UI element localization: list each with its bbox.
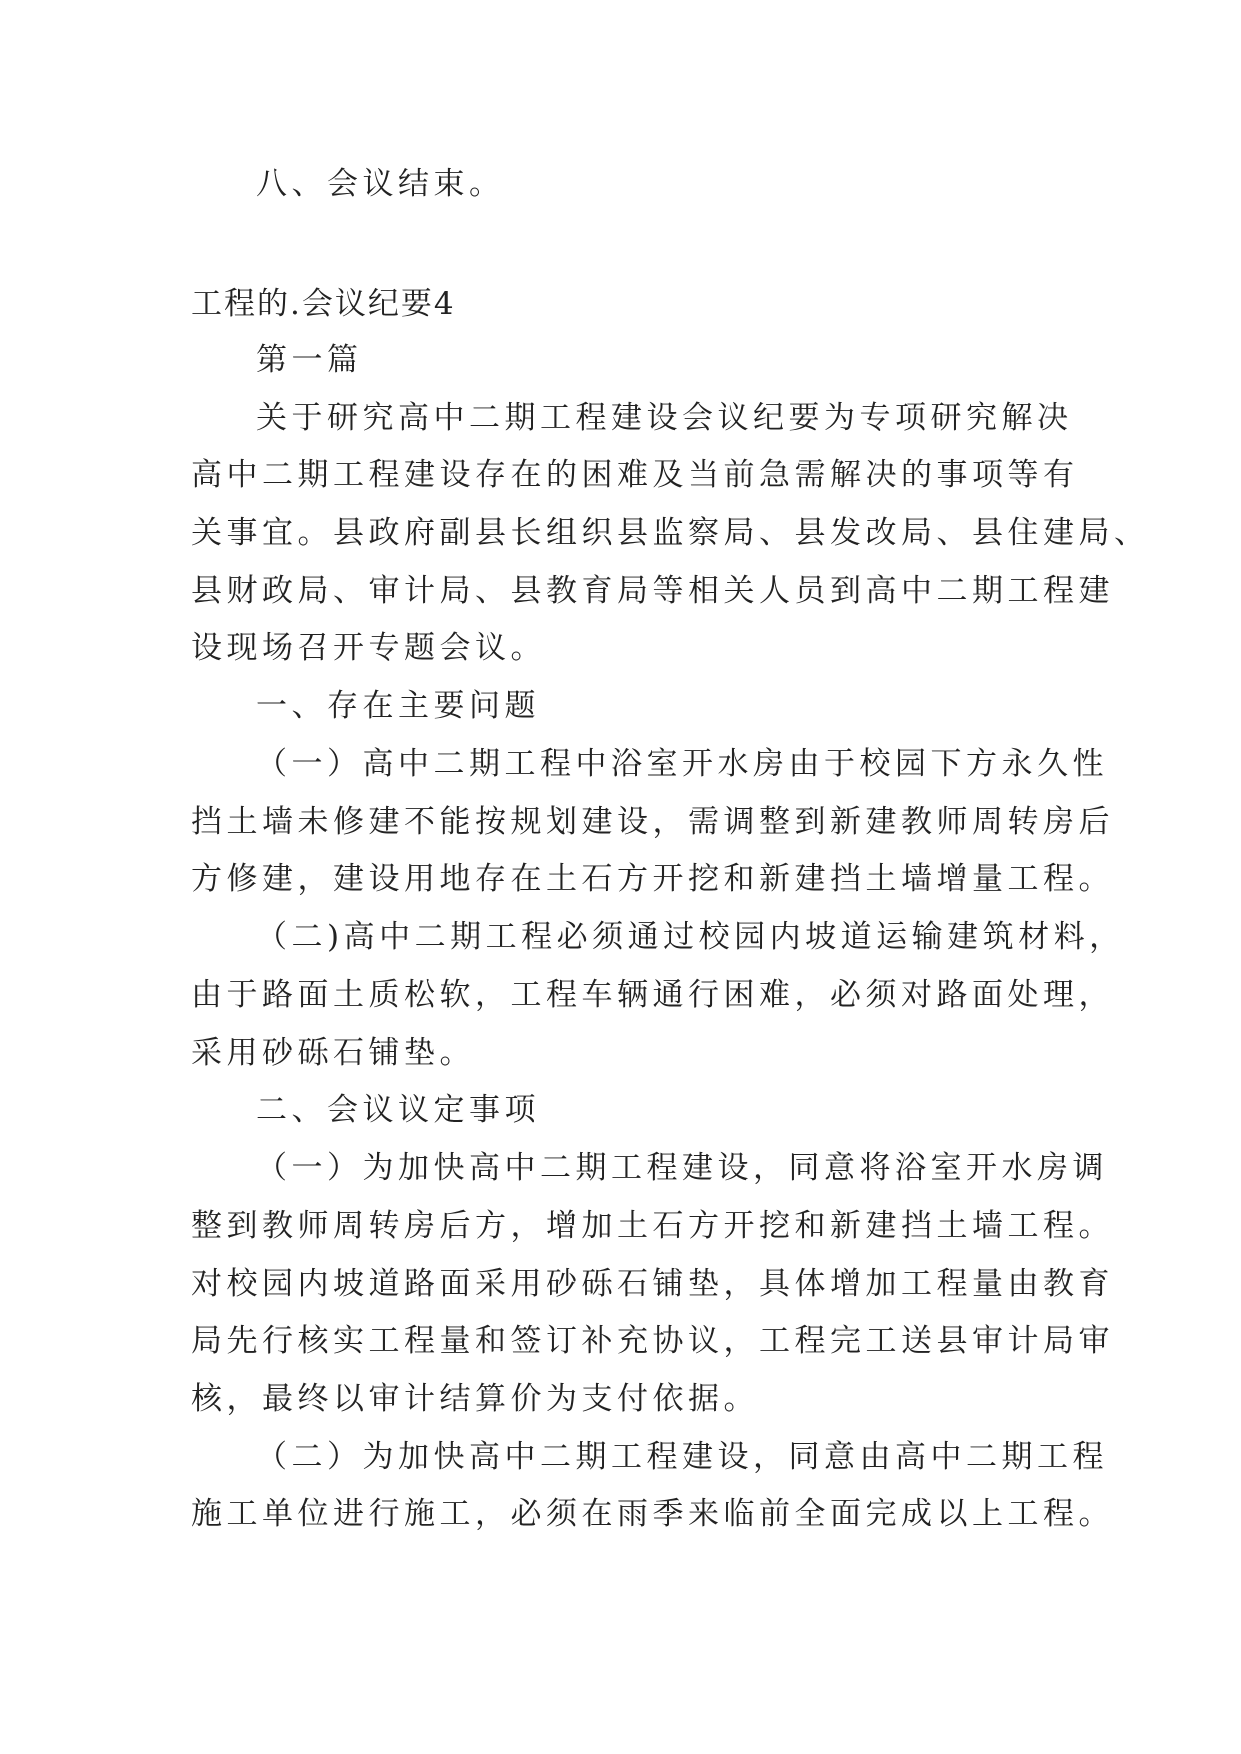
paragraph-line: 由于路面土质松软，工程车辆通行困难，必须对路面处理， — [191, 977, 1114, 1013]
subheading-decisions: 二、会议议定事项 — [256, 1092, 540, 1128]
paragraph-line: 核，最终以审计结算价为支付依据。 — [191, 1381, 759, 1417]
paragraph-line: 挡土墙未修建不能按规划建设，需调整到新建教师周转房后 — [191, 804, 1114, 840]
section-title: 工程的.会议纪要4 — [191, 286, 456, 322]
paragraph-line: 关事宜。县政府副县长组织县监察局、县发改局、县住建局、 — [191, 515, 1150, 551]
paragraph-line: （二)高中二期工程必须通过校园内坡道运输建筑材料， — [256, 919, 1125, 955]
paragraph-line: 局先行核实工程量和签订补充协议，工程完工送县审计局审 — [191, 1323, 1114, 1359]
paragraph-line: （一）高中二期工程中浴室开水房由于校园下方永久性 — [256, 746, 1108, 782]
paragraph-line: 县财政局、审计局、县教育局等相关人员到高中二期工程建 — [191, 573, 1114, 609]
paragraph-line: （二）为加快高中二期工程建设，同意由高中二期工程 — [256, 1439, 1108, 1475]
part-heading: 第一篇 — [256, 342, 363, 378]
paragraph-line: （一）为加快高中二期工程建设，同意将浴室开水房调 — [256, 1150, 1108, 1186]
subheading-problems: 一、存在主要问题 — [256, 688, 540, 724]
paragraph-line: 整到教师周转房后方，增加土石方开挖和新建挡土墙工程。 — [191, 1208, 1114, 1244]
paragraph-line: 设现场召开专题会议。 — [191, 630, 546, 666]
paragraph-line: 施工单位进行施工，必须在雨季来临前全面完成以上工程。 — [191, 1496, 1114, 1532]
paragraph-line: 方修建，建设用地存在土石方开挖和新建挡土墙增量工程。 — [191, 861, 1114, 897]
paragraph-line: 对校园内坡道路面采用砂砾石铺垫，具体增加工程量由教育 — [191, 1266, 1114, 1302]
paragraph-line: 采用砂砾石铺垫。 — [191, 1035, 475, 1071]
paragraph-line: 高中二期工程建设存在的困难及当前急需解决的事项等有 — [191, 457, 1079, 493]
closing-item: 八、会议结束。 — [256, 166, 505, 202]
paragraph-line: 关于研究高中二期工程建设会议纪要为专项研究解决 — [256, 400, 1073, 436]
